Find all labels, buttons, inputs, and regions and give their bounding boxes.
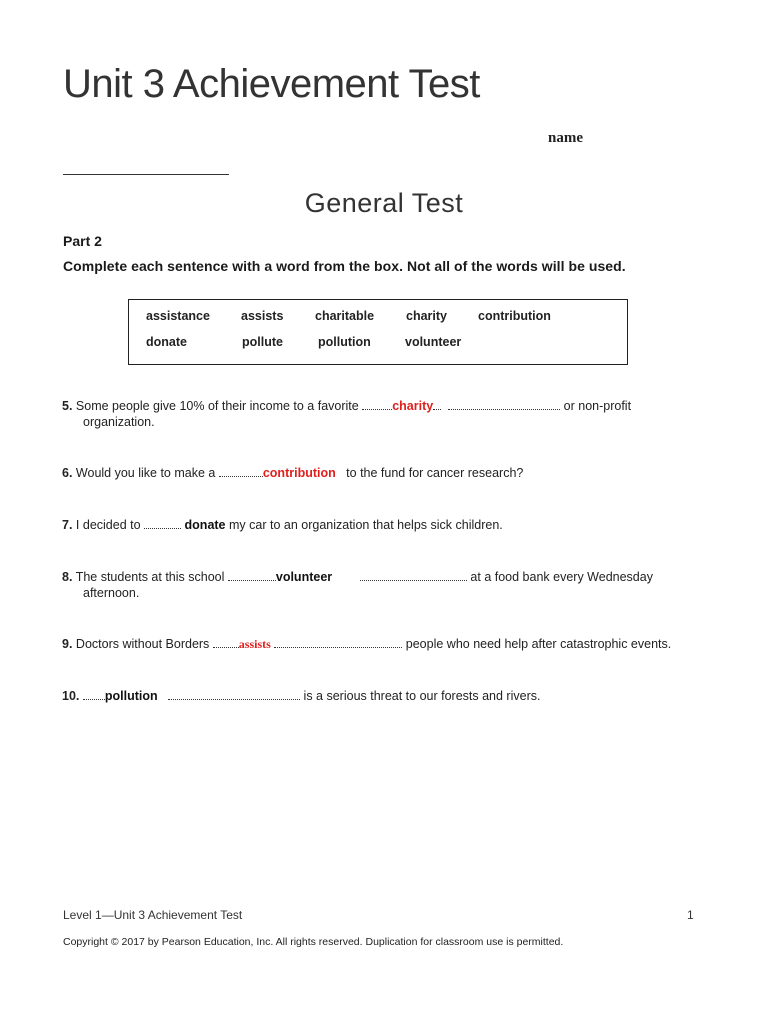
answer-text: contribution — [262, 466, 336, 480]
answer-blank — [448, 397, 560, 410]
answer-blank — [144, 516, 181, 529]
word-box-item: charity — [406, 309, 447, 323]
answer-blank — [83, 687, 105, 700]
question-text: at a food bank every Wednesday — [470, 570, 653, 584]
name-line — [63, 174, 229, 175]
page-title: Unit 3 Achievement Test — [63, 62, 480, 106]
answer-text: donate — [184, 518, 226, 532]
footer-title: Level 1—Unit 3 Achievement Test — [63, 908, 243, 922]
word-box-item: charitable — [315, 309, 375, 323]
question-number: 9. — [62, 637, 73, 651]
answer-blank — [274, 635, 402, 648]
word-box-item: volunteer — [405, 335, 462, 349]
question-text: Some people give 10% of their income to a favorite — [75, 399, 359, 413]
question-text: organization. — [83, 415, 155, 429]
name-label: name — [548, 130, 583, 146]
question-number: 8. — [62, 570, 73, 584]
question-8 — [62, 568, 653, 601]
question-text: afternoon. — [83, 586, 140, 600]
question-text: people who need help after catastrophic events. — [405, 637, 672, 651]
word-box-item: pollute — [242, 335, 283, 349]
word-box-item: donate — [146, 335, 187, 349]
answer-blank — [360, 568, 467, 581]
question-number: 7. — [62, 518, 73, 532]
question-6 — [62, 464, 523, 481]
question-number: 5. — [62, 399, 73, 413]
answer-text: pollution — [104, 689, 158, 703]
word-box-item: assists — [241, 309, 284, 323]
answer-blank — [168, 687, 300, 700]
word-box-item: contribution — [478, 309, 551, 323]
answer-blank — [219, 464, 263, 477]
copyright-notice: Copyright © 2017 by Pearson Education, Inc. All rights reserved. Duplication for classroom use is permitted. — [63, 936, 564, 948]
question-5 — [62, 397, 631, 430]
answer-text: charity — [392, 399, 434, 413]
answer-blank — [433, 397, 441, 410]
question-text: Doctors without Borders — [75, 637, 210, 651]
question-7 — [62, 516, 503, 533]
question-10 — [62, 687, 540, 704]
question-text: my car to an organization that helps sick children. — [229, 518, 503, 532]
answer-blank — [362, 397, 392, 410]
page-subtitle: General Test — [304, 188, 464, 218]
question-number: 10. — [62, 689, 80, 703]
question-text: or non-profit — [563, 399, 632, 413]
answer-text: assists — [238, 637, 271, 651]
question-number: 6. — [62, 466, 73, 480]
instructions: Complete each sentence with a word from the box. Not all of the words will be used. — [63, 258, 626, 274]
page-number: 1 — [687, 908, 694, 922]
word-box-item: assistance — [146, 309, 210, 323]
answer-text: volunteer — [275, 570, 333, 584]
question-text: Would you like to make a — [75, 466, 216, 480]
answer-blank — [213, 635, 239, 648]
part-label: Part 2 — [63, 233, 102, 249]
word-box — [128, 299, 628, 365]
question-text: to the fund for cancer research? — [346, 466, 524, 480]
question-text: is a serious threat to our forests and rivers. — [303, 689, 541, 703]
question-text: I decided to — [75, 518, 141, 532]
word-box-item: pollution — [318, 335, 371, 349]
question-9 — [62, 635, 671, 652]
question-text: The students at this school — [75, 570, 225, 584]
answer-blank — [228, 568, 276, 581]
